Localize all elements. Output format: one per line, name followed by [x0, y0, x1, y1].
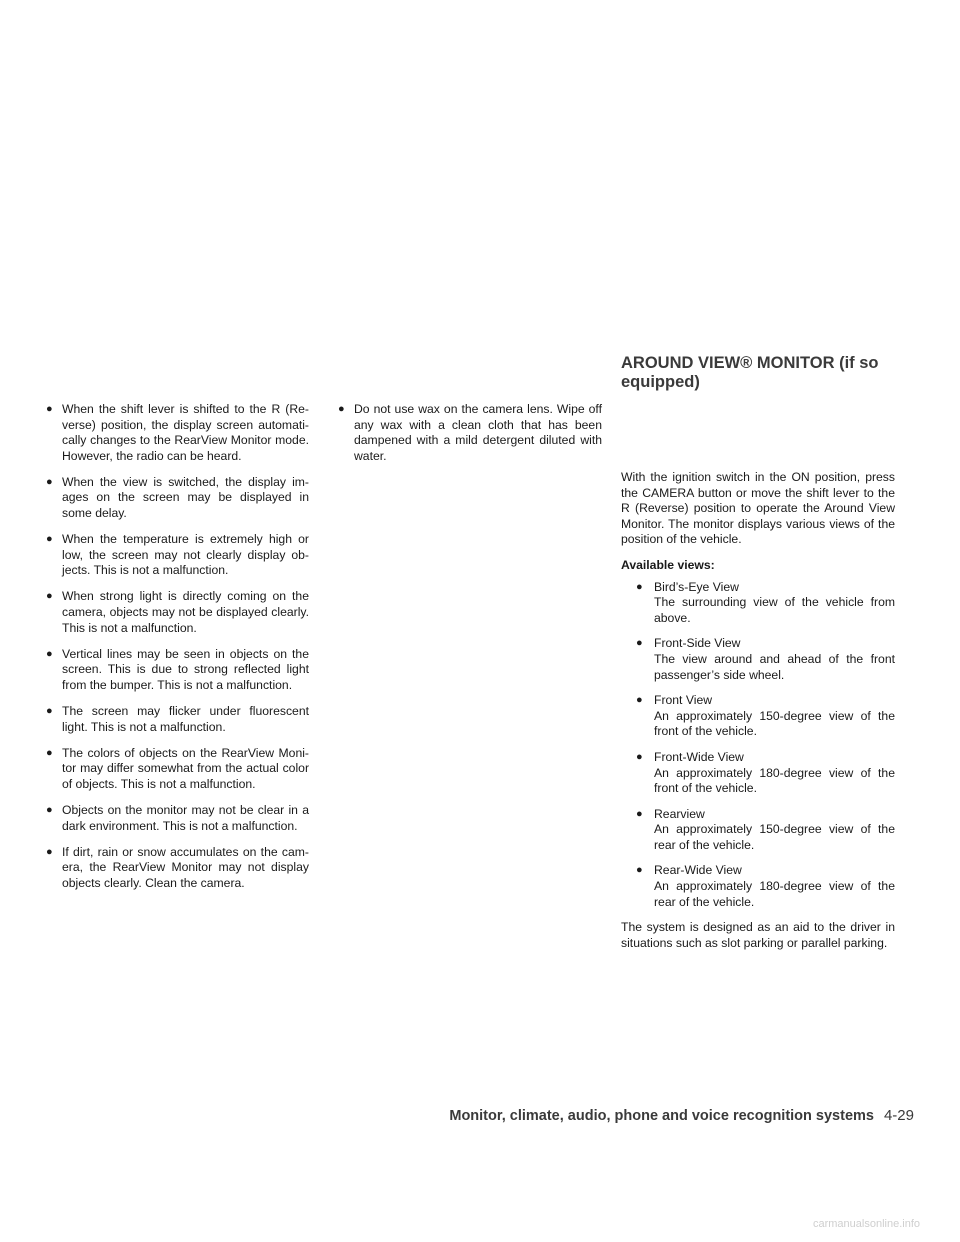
list-item	[636, 693, 895, 740]
right-column	[621, 470, 895, 961]
view-name: ● Front-Wide View	[654, 749, 744, 764]
view-name: ● Front View	[654, 693, 713, 708]
section-heading: AROUND VIEW® MONITOR (if so equipped)	[621, 354, 879, 391]
page-footer	[449, 1107, 914, 1124]
list-item: ● Vertical lines may be seen in objects on the screen. This is due to strong reflected light from the bumper. This is not a malfunction.	[46, 647, 309, 694]
list-item: ● Do not use wax on the camera lens. Wipe off any wax with a clean cloth that has been dampened with a mild detergent diluted with water.	[338, 402, 602, 464]
list-item: ● When the view is switched, the display im-ages on the screen may be displayed in some delay.	[46, 475, 309, 522]
middle-column	[338, 402, 602, 475]
left-column	[46, 402, 309, 902]
list-item	[636, 863, 895, 910]
view-name: ● Front-Side View	[654, 636, 741, 651]
list-item: ● The colors of objects on the RearView Moni-tor may differ somewhat from the actual color of objects. This is not a malfunction.	[46, 746, 309, 793]
view-description: An approximately 180-degree view of the rear of the vehicle.	[654, 879, 895, 909]
list-item	[636, 580, 895, 627]
camera-care-list	[338, 402, 602, 464]
list-item: ● When the shift lever is shifted to the R (Re-verse) position, the display screen automati-cally changes to the RearView Monitor mode. However, the radio can be heard.	[46, 402, 309, 464]
watermark: carmanualsonline.info	[812, 1218, 920, 1230]
list-item	[636, 750, 895, 797]
list-item	[636, 807, 895, 854]
view-name: ● Rear-Wide View	[654, 863, 742, 878]
page-number: 4-29	[883, 1107, 914, 1124]
views-list	[621, 580, 895, 911]
list-item: ● When the temperature is extremely high or low, the screen may not clearly display ob-jects. This is not a malfunction.	[46, 532, 309, 579]
view-description: An approximately 150-degree view of the front of the vehicle.	[654, 708, 895, 739]
view-description: An approximately 180-degree view of the front of the vehicle.	[654, 765, 895, 796]
rearview-notes-list	[46, 402, 309, 891]
view-name: ● Bird’s-Eye View	[654, 579, 739, 594]
view-description: The view around and ahead of the front passenger’s side wheel.	[654, 651, 895, 682]
views-label: Available views:	[621, 557, 715, 572]
list-item: ● If dirt, rain or snow accumulates on the cam-era, the RearView Monitor may not display objects clearly. Clean the camera.	[46, 845, 309, 892]
view-name: ● Rearview	[654, 806, 705, 821]
view-description: An approximately 150-degree view of the rear of the vehicle.	[654, 822, 895, 852]
section-closing: The system is designed as an aid to the driver in situations such as slot parking or parallel parking.	[621, 920, 895, 950]
chapter-title: Monitor, climate, audio, phone and voice recognition systems	[449, 1108, 874, 1124]
list-item: ● Objects on the monitor may not be clear in a dark environment. This is not a malfunction.	[46, 803, 309, 834]
list-item	[636, 636, 895, 683]
list-item: ● The screen may flicker under fluorescent light. This is not a malfunction.	[46, 704, 309, 735]
section-intro: With the ignition switch in the ON position, press the CAMERA button or move the shift lever to the R (Reverse) position to operate the Around View Monitor. The monitor displays various views of the position of the vehicle.	[621, 470, 895, 547]
list-item: ● When strong light is directly coming on the camera, objects may not be displayed clearly. This is not a malfunction.	[46, 589, 309, 636]
view-description: The surrounding view of the vehicle from above.	[654, 595, 895, 625]
